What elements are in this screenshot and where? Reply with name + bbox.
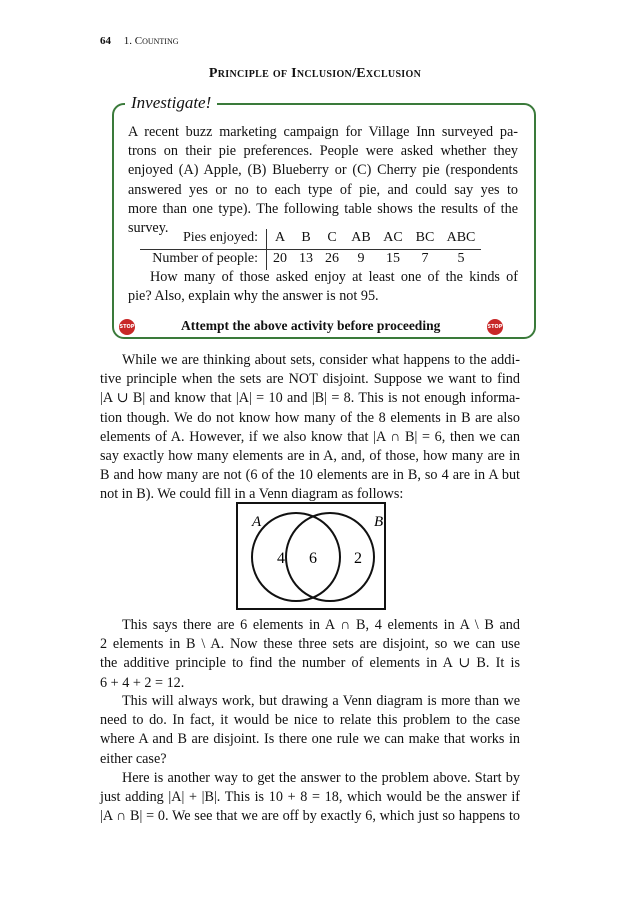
investigate-question	[128, 268, 518, 306]
text-line: How many of those asked enjoy at least one of the kinds of	[150, 269, 518, 285]
table-row	[140, 250, 481, 271]
row-label-number: Number of people:	[140, 250, 267, 271]
text-line: more than one type). The following table shows the results of the	[128, 200, 518, 217]
text-line: A recent buzz marketing campaign for Village Inn surveyed pa-	[128, 124, 518, 140]
text-line: tion though. We do not know how many of the 8 elements in B are also	[100, 409, 520, 426]
text-line: tive principle when the sets are NOT disjoint. Suppose we want to find	[100, 371, 520, 388]
body-paragraph	[100, 616, 520, 693]
stop-banner	[115, 318, 535, 338]
text-line: where A and B are disjoint. Is there one rule we can make that works in	[100, 731, 520, 748]
text-line: not in B). We could fill in a Venn diagram as follows:	[100, 486, 404, 503]
text-line: B and how many are not (6 of the 10 elements are in B, so 4 are in A but	[100, 467, 520, 484]
table-row	[140, 229, 481, 250]
row-label-pies: Pies enjoyed:	[140, 229, 267, 250]
column-header: B	[293, 229, 319, 250]
table-cell: 7	[421, 251, 429, 266]
venn-only-b: 2	[354, 550, 362, 567]
text-line: say exactly how many elements are in A, and, of those, how many are in	[100, 448, 520, 465]
running-header	[100, 35, 179, 47]
column-header: AB	[345, 229, 377, 250]
venn-label-b: B	[374, 514, 384, 530]
text-line: While we are thinking about sets, consider what happens to the addi-	[122, 352, 520, 368]
text-line: pie? Also, explain why the answer is not 95.	[128, 288, 379, 305]
text-line: 2 elements in B \ A. Now these three sets are disjoint, so we can use	[100, 636, 520, 653]
table-cell: 5	[457, 251, 465, 266]
investigate-title: Investigate!	[125, 93, 217, 113]
text-line: |A ∪ B| and know that |A| = 10 and |B| = 8. This is not enough informa-	[100, 390, 520, 407]
text-line: just adding |A| + |B|. This is 10 + 8 = 18, which would be the answer if	[100, 789, 520, 806]
text-line: survey.	[128, 220, 169, 237]
text-line: |A ∩ B| = 0. We see that we are off by exactly 6, which just so happens to	[100, 808, 520, 825]
chapter-title: 1. Counting	[123, 35, 179, 47]
section-title: Principle of Inclusion/Exclusion	[208, 66, 422, 81]
column-header: ABC	[441, 229, 481, 250]
table-cell: 13	[299, 251, 313, 266]
body-paragraph	[100, 692, 520, 769]
text-line: the additive principle to find the number of elements in A ∪ B. It is	[100, 655, 520, 672]
text-line: Here is another way to get the answer to the problem above. Start by	[122, 770, 520, 786]
table-cell: 26	[325, 251, 339, 266]
column-header: BC	[409, 229, 441, 250]
stop-sign-icon: STOP	[487, 319, 503, 335]
stop-sign-icon: STOP	[119, 319, 135, 335]
investigate-text	[128, 123, 518, 238]
text-line: need to do. In fact, it would be nice to relate this problem to the case	[100, 712, 520, 729]
text-line: either case?	[100, 750, 167, 767]
venn-label-a: A	[252, 514, 262, 530]
text-line: This will always work, but drawing a Venn diagram is more than we	[122, 693, 520, 709]
venn-only-a: 4	[277, 550, 285, 567]
text-line: answered yes or no to each type of pie, and could say yes to	[128, 181, 518, 198]
column-header: C	[319, 229, 345, 250]
text-line: trons on their pie preferences. People were asked whether they	[128, 143, 518, 160]
body-paragraph	[100, 351, 520, 505]
pie-table	[140, 229, 481, 270]
text-line: 6 + 4 + 2 = 12.	[100, 674, 185, 691]
page-number: 64	[100, 35, 111, 47]
table-cell: 15	[386, 251, 400, 266]
venn-circle-a	[252, 513, 340, 601]
text-line: elements of A. However, if we also know that |A ∩ B| = 6, then we can	[100, 428, 520, 445]
venn-intersection: 6	[309, 550, 317, 567]
stop-text: Attempt the above activity before proceeding	[181, 318, 441, 333]
table-cell: 20	[273, 251, 287, 266]
text-line: enjoyed (A) Apple, (B) Blueberry or (C) Cherry pie (respondents	[128, 162, 518, 179]
venn-diagram	[236, 502, 386, 610]
table-cell: 9	[357, 251, 365, 266]
column-header: AC	[377, 229, 409, 250]
text-line: This says there are 6 elements in A ∩ B, 4 elements in A \ B and	[122, 617, 520, 633]
body-paragraph	[100, 769, 520, 827]
column-header: A	[267, 229, 294, 250]
